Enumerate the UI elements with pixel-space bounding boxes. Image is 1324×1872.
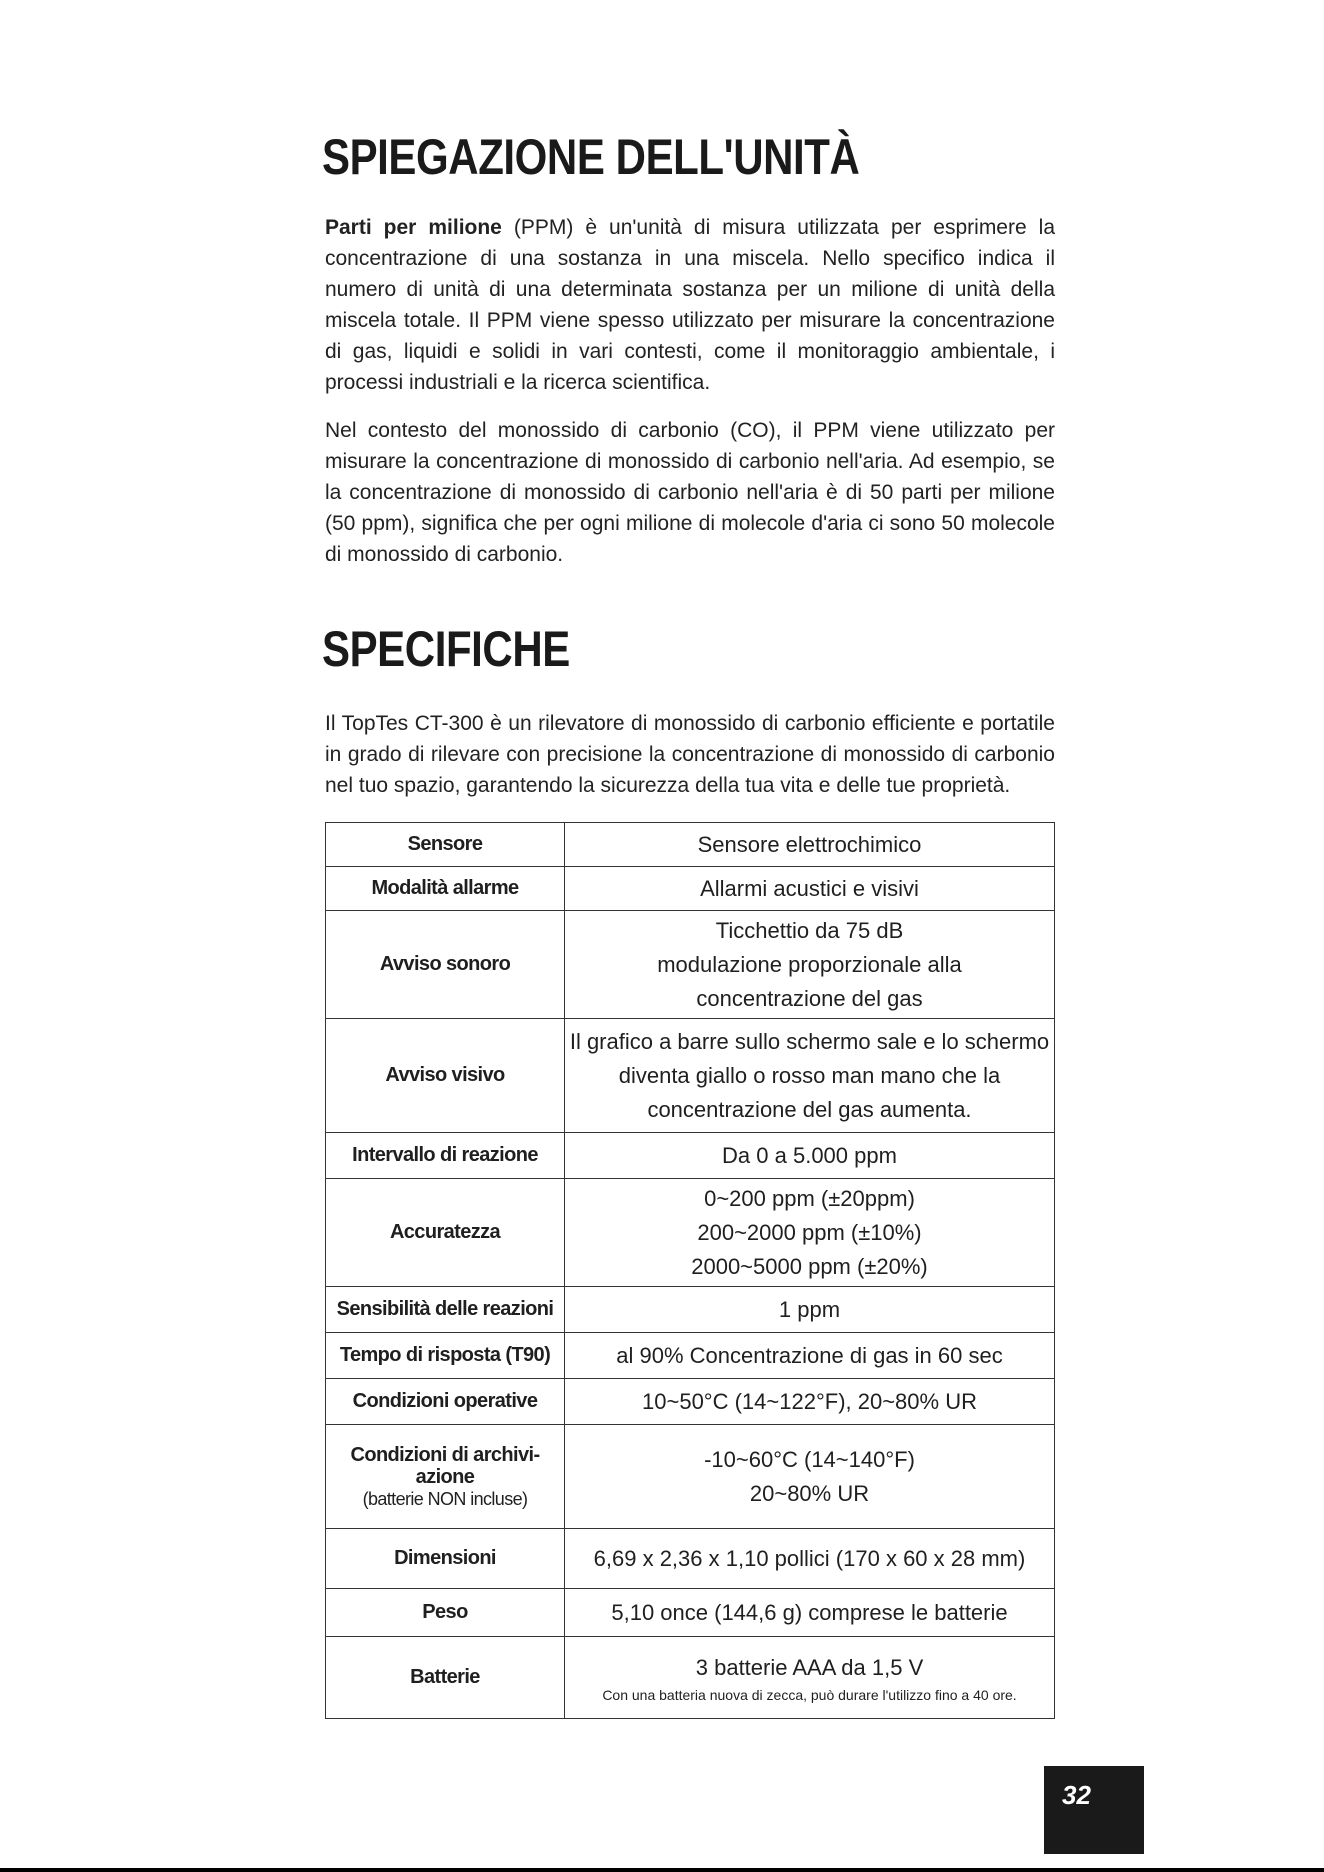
spec-value-line: -10~60°C (14~140°F) (704, 1446, 915, 1472)
page-number: 32 (1062, 1780, 1091, 1810)
table-row (326, 1287, 1055, 1333)
spec-label (326, 1425, 565, 1529)
table-row (326, 1637, 1055, 1719)
spec-value-line: 200~2000 ppm (±10%) (697, 1219, 922, 1245)
specifications-table (325, 822, 1055, 1719)
spec-label: Modalità allarme (326, 867, 565, 911)
spec-value: al 90% Concentrazione di gas in 60 sec (565, 1333, 1055, 1379)
spec-value: Sensore elettrochimico (565, 823, 1055, 867)
spec-label: Batterie (326, 1637, 565, 1719)
co-ppm-paragraph: Nel contesto del monossido di carbonio (CO), il PPM viene utilizzato per misurare la concentrazione di monossido di carbonio nell'aria. Ad esempio, se la concentrazione di monossido di carbonio nell'aria è di 50 parti per milione (50 ppm), significa che per ogni milione di molecole d'aria ci sono 50 molecole di monossido di carbonio. (325, 419, 1055, 566)
spec-value-note: Con una batteria nuova di zecca, può durare l'utilizzo fino a 40 ore. (602, 1686, 1017, 1703)
spec-value (565, 1179, 1055, 1287)
table-row (326, 1425, 1055, 1529)
spec-value-line: 2000~5000 ppm (±20%) (691, 1253, 928, 1279)
spec-value: Il grafico a barre sullo schermo sale e lo schermo diventa giallo o rosso man mano che la concentrazione del gas aumenta. (565, 1019, 1055, 1133)
spec-label-line: azione (415, 1465, 475, 1488)
spec-label-note: (batterie NON incluse) (362, 1488, 528, 1509)
ppm-definition-text: (PPM) è un'unità di misura utilizzata per esprimere la concentrazione di una sostanza in una miscela. Nello specifico indica il numero di unità di una determinata sostanza per un milione di unità della miscela totale. Il PPM viene spesso utilizzato per misurare la concentrazione di gas, liquidi e solidi in vari contesti, come il monitoraggio ambientale, i processi industriali e la ricerca scientifica. (325, 216, 1055, 394)
spec-label: Condizioni operative (326, 1379, 565, 1425)
spec-value (565, 1637, 1055, 1719)
section-title-specifications: SPECIFICHE (322, 621, 570, 677)
spec-value-line: concentrazione del gas (696, 985, 923, 1011)
spec-value (565, 911, 1055, 1019)
spec-value: 10~50°C (14~122°F), 20~80% UR (565, 1379, 1055, 1425)
table-row (326, 1133, 1055, 1179)
spec-label: Sensibilità delle reazioni (326, 1287, 565, 1333)
spec-value-line: Ticchettio da 75 dB (715, 917, 904, 943)
spec-label: Avviso visivo (326, 1019, 565, 1133)
spec-value: Da 0 a 5.000 ppm (565, 1133, 1055, 1179)
table-row (326, 911, 1055, 1019)
spec-value-line: 0~200 ppm (±20ppm) (704, 1185, 915, 1211)
spec-value: 5,10 once (144,6 g) comprese le batterie (565, 1589, 1055, 1637)
spec-value: 1 ppm (565, 1287, 1055, 1333)
spec-label: Sensore (326, 823, 565, 867)
spec-label-line: Condizioni di archivi- (350, 1443, 540, 1466)
spec-label: Dimensioni (326, 1529, 565, 1589)
spec-label: Peso (326, 1589, 565, 1637)
spec-label: Avviso sonoro (326, 911, 565, 1019)
table-row (326, 1333, 1055, 1379)
spec-value-line: 3 batterie AAA da 1,5 V (695, 1654, 924, 1680)
page-number-box (1044, 1766, 1144, 1854)
spec-value: 6,69 x 2,36 x 1,10 pollici (170 x 60 x 28 mm) (565, 1529, 1055, 1589)
table-row (326, 1379, 1055, 1425)
table-row (326, 823, 1055, 867)
specifications-intro: Il TopTes CT-300 è un rilevatore di monossido di carbonio efficiente e portatile in grado di rilevare con precisione la concentrazione di monossido di carbonio nel tuo spazio, garantendo la sicurezza della tua vita e delle tue proprietà. (325, 712, 1055, 797)
table-row (326, 1019, 1055, 1133)
spec-value-line: modulazione proporzionale alla (657, 951, 962, 977)
section-title-unit-explanation: SPIEGAZIONE DELL'UNITÀ (322, 129, 860, 185)
spec-value (565, 1425, 1055, 1529)
table-row (326, 1589, 1055, 1637)
spec-value-line: 20~80% UR (749, 1480, 870, 1506)
table-row (326, 1179, 1055, 1287)
spec-value: Allarmi acustici e visivi (565, 867, 1055, 911)
table-row (326, 1529, 1055, 1589)
spec-label: Accuratezza (326, 1179, 565, 1287)
spec-label: Intervallo di reazione (326, 1133, 565, 1179)
spec-label: Tempo di risposta (T90) (326, 1333, 565, 1379)
ppm-definition-paragraph (325, 212, 1055, 398)
ppm-term-bold: Parti per milione (325, 216, 502, 239)
table-row (326, 867, 1055, 911)
bottom-rule (0, 1868, 1324, 1872)
